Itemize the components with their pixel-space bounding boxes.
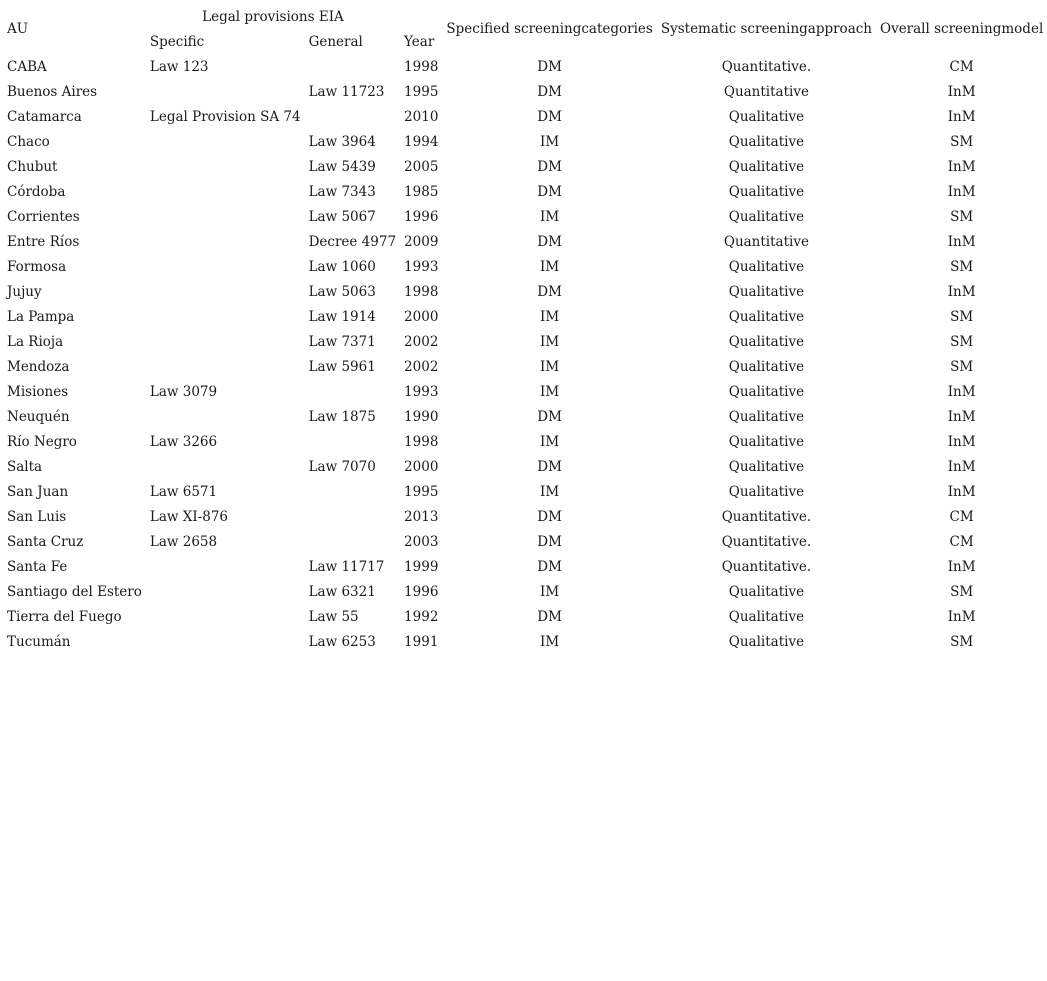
cell-year: 2003 [404, 533, 439, 550]
cell-year: 1995 [404, 83, 439, 100]
cell-general-provision: Law 1914 [308, 308, 376, 325]
cell-screening-category: IM [540, 383, 560, 400]
cell-au: Corrientes [7, 208, 80, 225]
cell-screening-category: DM [537, 183, 562, 200]
cell-general-provision: Decree 4977 [308, 233, 397, 250]
header-au: AU [7, 21, 29, 37]
cell-general-provision: Law 7343 [308, 183, 376, 200]
cell-year: 1992 [404, 608, 439, 625]
cell-screening-category: IM [540, 358, 560, 375]
cell-screening-approach: Quantitative. [721, 58, 812, 75]
cell-specific-provision [146, 154, 305, 179]
cell-screening-approach: Qualitative [728, 258, 805, 275]
cell-screening-model: SM [950, 308, 974, 325]
cell-au: San Luis [7, 508, 67, 525]
cell-au: Jujuy [7, 283, 42, 300]
cell-general-provision: Law 7070 [308, 458, 376, 475]
table-row [3, 404, 1047, 429]
cell-year: 1999 [404, 558, 439, 575]
cell-screening-model: InM [947, 433, 976, 450]
cell-screening-category: DM [537, 508, 562, 525]
cell-screening-category: IM [540, 633, 560, 650]
cell-screening-category: IM [540, 133, 560, 150]
table-row [3, 504, 1047, 529]
table-row [3, 529, 1047, 554]
cell-general-provision: Law 5063 [308, 283, 376, 300]
table-row [3, 429, 1047, 454]
cell-year: 2013 [404, 508, 439, 525]
cell-screening-approach: Qualitative [728, 208, 805, 225]
cell-year: 1998 [404, 283, 439, 300]
table-header [3, 4, 1047, 54]
cell-au: Córdoba [7, 183, 66, 200]
cell-screening-model: CM [949, 508, 974, 525]
cell-screening-approach: Qualitative [728, 158, 805, 175]
cell-screening-approach: Qualitative [728, 133, 805, 150]
cell-screening-category: IM [540, 583, 560, 600]
cell-au: Formosa [7, 258, 67, 275]
cell-au: Neuquén [7, 408, 70, 425]
cell-screening-model: InM [947, 183, 976, 200]
header-screening-model: Overall screeningmodel [880, 21, 1044, 37]
cell-screening-category: IM [540, 483, 560, 500]
table-row [3, 104, 1047, 129]
table-body [3, 54, 1047, 654]
cell-screening-model: InM [947, 458, 976, 475]
cell-specific-provision: Law 123 [149, 58, 209, 75]
cell-specific-provision [146, 629, 305, 654]
cell-general-provision: Law 1060 [308, 258, 376, 275]
cell-screening-approach: Quantitative [723, 233, 809, 250]
cell-specific-provision: Law 2658 [149, 533, 218, 550]
header-general: General [308, 33, 363, 50]
cell-year: 1995 [404, 483, 439, 500]
cell-screening-approach: Quantitative [723, 83, 809, 100]
cell-screening-model: SM [950, 133, 974, 150]
cell-screening-approach: Qualitative [728, 483, 805, 500]
table-row [3, 604, 1047, 629]
cell-general-provision [305, 104, 400, 129]
table-row [3, 579, 1047, 604]
table-row [3, 129, 1047, 154]
cell-au: Santa Fe [7, 558, 68, 575]
header-screening-categories: Specified screeningcategories [446, 21, 653, 37]
cell-screening-approach: Qualitative [728, 358, 805, 375]
cell-general-provision: Law 3964 [308, 133, 376, 150]
cell-screening-model: SM [950, 358, 974, 375]
cell-screening-model: InM [947, 608, 976, 625]
cell-screening-category: DM [537, 533, 562, 550]
table-row [3, 479, 1047, 504]
cell-screening-model: InM [947, 408, 976, 425]
eia-screening-table [3, 4, 1047, 654]
cell-screening-category: DM [537, 158, 562, 175]
cell-specific-provision [146, 554, 305, 579]
cell-general-provision: Law 7371 [308, 333, 376, 350]
cell-specific-provision [146, 129, 305, 154]
cell-screening-model: InM [947, 383, 976, 400]
cell-screening-category: IM [540, 258, 560, 275]
table-row [3, 379, 1047, 404]
table-row [3, 279, 1047, 304]
cell-au: CABA [7, 58, 47, 75]
cell-screening-approach: Qualitative [728, 308, 805, 325]
cell-au: La Rioja [7, 333, 64, 350]
cell-screening-approach: Qualitative [728, 183, 805, 200]
table-row [3, 254, 1047, 279]
cell-screening-approach: Qualitative [728, 383, 805, 400]
cell-screening-model: InM [947, 158, 976, 175]
cell-screening-model: SM [950, 258, 974, 275]
cell-year: 1998 [404, 433, 439, 450]
cell-general-provision: Law 11723 [308, 83, 385, 100]
cell-screening-approach: Qualitative [728, 333, 805, 350]
cell-year: 2010 [404, 108, 439, 125]
cell-general-provision: Law 5961 [308, 358, 376, 375]
cell-year: 2002 [404, 358, 439, 375]
cell-screening-category: DM [537, 233, 562, 250]
cell-general-provision [305, 479, 400, 504]
cell-screening-approach: Qualitative [728, 433, 805, 450]
table-row [3, 454, 1047, 479]
cell-au: Santiago del Estero [7, 583, 142, 600]
cell-specific-provision [146, 404, 305, 429]
cell-specific-provision [146, 354, 305, 379]
cell-screening-model: InM [947, 483, 976, 500]
table-row [3, 554, 1047, 579]
cell-screening-model: CM [949, 533, 974, 550]
cell-au: Misiones [7, 383, 69, 400]
cell-screening-category: DM [537, 108, 562, 125]
cell-specific-provision [146, 254, 305, 279]
cell-au: Entre Ríos [7, 233, 80, 250]
table-row [3, 329, 1047, 354]
cell-general-provision: Law 5439 [308, 158, 376, 175]
cell-specific-provision [146, 329, 305, 354]
cell-screening-category: IM [540, 308, 560, 325]
table-row [3, 79, 1047, 104]
cell-specific-provision: Law 3079 [149, 383, 218, 400]
cell-specific-provision [146, 179, 305, 204]
cell-screening-model: SM [950, 333, 974, 350]
cell-screening-model: InM [947, 233, 976, 250]
cell-specific-provision: Law 6571 [149, 483, 218, 500]
cell-specific-provision [146, 304, 305, 329]
table-row [3, 54, 1047, 79]
cell-au: Chaco [7, 133, 50, 150]
cell-year: 2000 [404, 458, 439, 475]
header-spacer [400, 4, 442, 29]
cell-year: 1998 [404, 58, 439, 75]
cell-specific-provision [146, 604, 305, 629]
cell-specific-provision [146, 579, 305, 604]
cell-general-provision [305, 54, 400, 79]
cell-screening-category: DM [537, 558, 562, 575]
cell-au: Río Negro [7, 433, 77, 450]
cell-general-provision [305, 529, 400, 554]
cell-au: Buenos Aires [7, 83, 98, 100]
header-screening-approach: Systematic screeningapproach [660, 21, 872, 37]
cell-year: 1993 [404, 258, 439, 275]
header-legal-provisions: Legal provisions EIA [202, 8, 344, 25]
cell-year: 2002 [404, 333, 439, 350]
cell-screening-model: CM [949, 58, 974, 75]
cell-general-provision: Law 6321 [308, 583, 376, 600]
cell-screening-category: DM [537, 458, 562, 475]
table-row [3, 229, 1047, 254]
cell-screening-category: DM [537, 283, 562, 300]
cell-screening-approach: Quantitative. [721, 533, 812, 550]
cell-screening-category: DM [537, 408, 562, 425]
table-row [3, 204, 1047, 229]
cell-screening-approach: Qualitative [728, 408, 805, 425]
table-row [3, 629, 1047, 654]
cell-general-provision: Law 5067 [308, 208, 376, 225]
cell-specific-provision: Legal Provision SA 74 [149, 108, 301, 125]
cell-screening-approach: Qualitative [728, 583, 805, 600]
cell-specific-provision [146, 79, 305, 104]
cell-year: 1993 [404, 383, 439, 400]
table-row [3, 179, 1047, 204]
cell-year: 2009 [404, 233, 439, 250]
cell-screening-category: IM [540, 208, 560, 225]
cell-screening-category: IM [540, 333, 560, 350]
cell-general-provision: Law 55 [308, 608, 359, 625]
header-specific: Specific [149, 33, 205, 50]
cell-year: 1990 [404, 408, 439, 425]
cell-au: Tierra del Fuego [7, 608, 122, 625]
cell-specific-provision [146, 229, 305, 254]
cell-year: 2000 [404, 308, 439, 325]
table-row [3, 304, 1047, 329]
cell-specific-provision [146, 204, 305, 229]
cell-screening-approach: Qualitative [728, 608, 805, 625]
cell-screening-approach: Qualitative [728, 108, 805, 125]
cell-general-provision: Law 6253 [308, 633, 376, 650]
cell-year: 1996 [404, 583, 439, 600]
cell-screening-approach: Qualitative [728, 458, 805, 475]
cell-au: San Juan [7, 483, 69, 500]
cell-au: Mendoza [7, 358, 70, 375]
cell-screening-model: SM [950, 633, 974, 650]
cell-general-provision: Law 1875 [308, 408, 376, 425]
cell-screening-category: DM [537, 83, 562, 100]
cell-screening-category: DM [537, 58, 562, 75]
cell-au: La Pampa [7, 308, 75, 325]
cell-specific-provision [146, 279, 305, 304]
cell-screening-model: InM [947, 83, 976, 100]
cell-screening-approach: Quantitative. [721, 558, 812, 575]
cell-year: 1991 [404, 633, 439, 650]
cell-screening-model: InM [947, 108, 976, 125]
cell-general-provision [305, 504, 400, 529]
table-row [3, 354, 1047, 379]
cell-screening-model: SM [950, 583, 974, 600]
cell-year: 1994 [404, 133, 439, 150]
cell-screening-category: IM [540, 433, 560, 450]
cell-screening-category: DM [537, 608, 562, 625]
cell-au: Chubut [7, 158, 58, 175]
cell-screening-approach: Quantitative. [721, 508, 812, 525]
cell-specific-provision: Law XI-876 [149, 508, 229, 525]
cell-year: 1985 [404, 183, 439, 200]
cell-year: 1996 [404, 208, 439, 225]
cell-au: Tucumán [7, 633, 71, 650]
table-row [3, 154, 1047, 179]
cell-au: Santa Cruz [7, 533, 84, 550]
cell-general-provision: Law 11717 [308, 558, 385, 575]
cell-screening-model: InM [947, 283, 976, 300]
cell-screening-approach: Qualitative [728, 283, 805, 300]
cell-year: 2005 [404, 158, 439, 175]
cell-au: Catamarca [7, 108, 82, 125]
cell-screening-approach: Qualitative [728, 633, 805, 650]
cell-au: Salta [7, 458, 43, 475]
cell-specific-provision: Law 3266 [149, 433, 218, 450]
header-year: Year [404, 33, 435, 50]
cell-general-provision [305, 429, 400, 454]
cell-specific-provision [146, 454, 305, 479]
cell-screening-model: InM [947, 558, 976, 575]
cell-screening-model: SM [950, 208, 974, 225]
cell-general-provision [305, 379, 400, 404]
